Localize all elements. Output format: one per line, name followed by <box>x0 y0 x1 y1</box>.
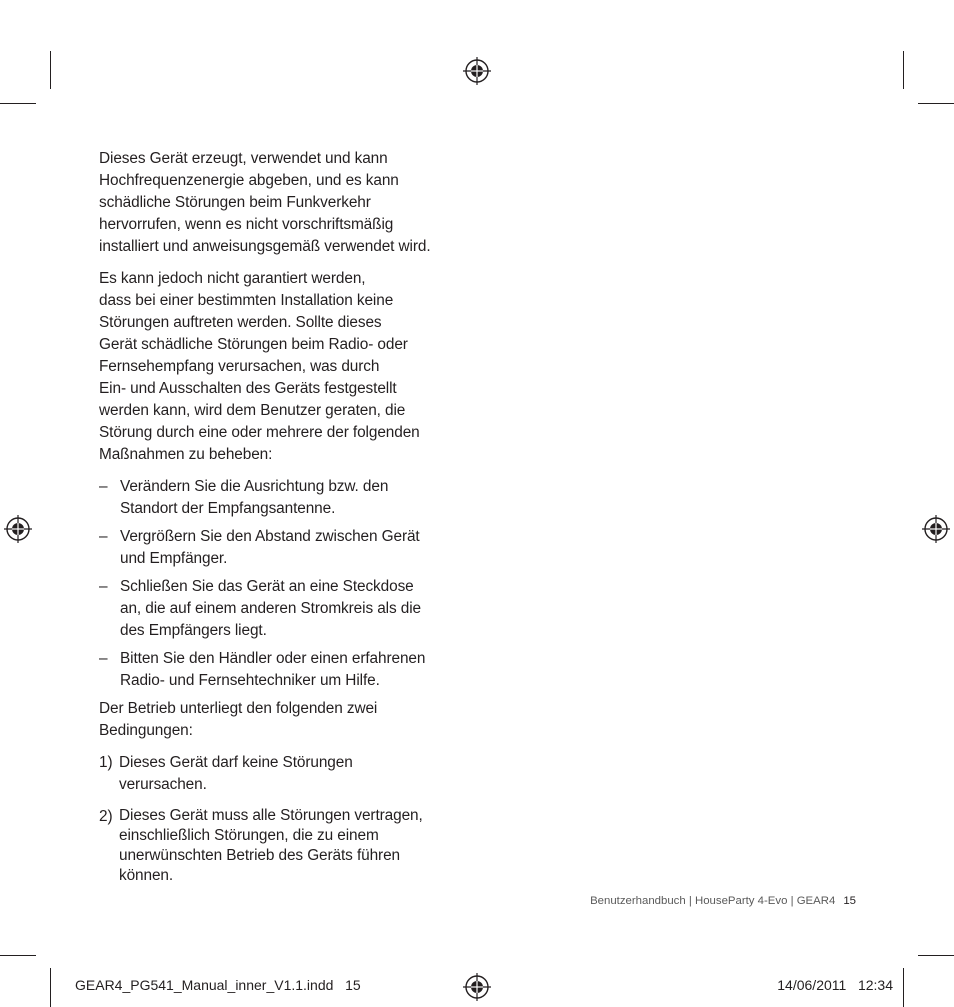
list-item <box>99 648 471 692</box>
text-line: Dieses Gerät darf keine Störungen <box>119 754 353 771</box>
slug-file-name: GEAR4_PG541_Manual_inner_V1.1.indd 15 <box>75 977 361 993</box>
crop-mark-bottom-left-vertical <box>50 968 51 1007</box>
text-line: Schließen Sie das Gerät an eine Steckdose <box>120 578 414 595</box>
text-line: Hochfrequenzenergie abgeben, und es kann <box>99 172 399 189</box>
text-line: einschließlich Störungen, die zu einem <box>119 827 379 844</box>
text-line: werden kann, wird dem Benutzer geraten, die <box>99 402 406 419</box>
crop-mark-bottom-left-horizontal <box>0 955 36 956</box>
list-item <box>99 526 471 570</box>
registration-mark-icon <box>463 57 491 85</box>
text-line: Bitten Sie den Händler oder einen erfahrenen <box>120 650 426 667</box>
page-number: 15 <box>843 895 856 907</box>
list-item <box>99 806 471 886</box>
dash-bullet: – <box>99 650 108 667</box>
crop-mark-top-right-horizontal <box>918 103 954 104</box>
text-line: Maßnahmen zu beheben: <box>99 446 273 463</box>
text-line: verursachen. <box>119 776 207 793</box>
crop-mark-bottom-right-vertical <box>903 968 904 1007</box>
text-line: unerwünschten Betrieb des Geräts führen <box>119 847 400 864</box>
text-line: Dieses Gerät erzeugt, verwendet und kann <box>99 150 388 167</box>
paragraph-conditions <box>99 698 471 742</box>
text-line: Radio- und Fernsehtechniker um Hilfe. <box>120 672 380 689</box>
text-line: Störung durch eine oder mehrere der folgenden <box>99 424 420 441</box>
paragraph-emissions <box>99 148 471 258</box>
list-item <box>99 752 471 796</box>
text-line: Vergrößern Sie den Abstand zwischen Gerät <box>120 528 420 545</box>
running-title: Benutzerhandbuch | HouseParty 4-Evo | GEAR4 <box>590 895 836 907</box>
text-line: Dieses Gerät muss alle Störungen vertragen, <box>119 807 423 824</box>
text-line: Standort der Empfangsantenne. <box>120 500 336 517</box>
list-number: 1) <box>99 754 113 771</box>
text-line: hervorrufen, wenn es nicht vorschriftsmäßig <box>99 216 394 233</box>
dash-bullet: – <box>99 478 108 495</box>
running-footer <box>590 895 856 907</box>
list-item <box>99 476 471 520</box>
list-number: 2) <box>99 808 113 825</box>
crop-mark-top-left-horizontal <box>0 103 36 104</box>
text-line: Ein- und Ausschalten des Geräts festgestellt <box>99 380 397 397</box>
paragraph-interference <box>99 268 471 466</box>
text-line: Fernsehempfang verursachen, was durch <box>99 358 380 375</box>
registration-mark-icon <box>4 515 32 543</box>
text-line: und Empfänger. <box>120 550 228 567</box>
text-line: Verändern Sie die Ausrichtung bzw. den <box>120 478 389 495</box>
text-line: Gerät schädliche Störungen beim Radio- oder <box>99 336 408 353</box>
text-line: Der Betrieb unterliegt den folgenden zwei <box>99 700 378 717</box>
measures-list <box>99 476 471 692</box>
text-line: Bedingungen: <box>99 722 193 739</box>
text-line: installiert und anweisungsgemäß verwendet wird. <box>99 238 431 255</box>
body-text-column <box>99 148 471 896</box>
dash-bullet: – <box>99 528 108 545</box>
registration-mark-icon <box>463 973 491 1001</box>
dash-bullet: – <box>99 578 108 595</box>
registration-mark-icon <box>922 515 950 543</box>
text-line: schädliche Störungen beim Funkverkehr <box>99 194 371 211</box>
crop-mark-bottom-right-horizontal <box>918 955 954 956</box>
crop-mark-top-left-vertical <box>50 51 51 89</box>
text-line: Störungen auftreten werden. Sollte dieses <box>99 314 382 331</box>
crop-mark-top-right-vertical <box>903 51 904 89</box>
text-line: dass bei einer bestimmten Installation keine <box>99 292 394 309</box>
text-line: können. <box>119 867 174 884</box>
slug-date-time: 14/06/2011 12:34 <box>777 977 893 993</box>
conditions-list <box>99 752 471 886</box>
text-line: des Empfängers liegt. <box>120 622 267 639</box>
list-item <box>99 576 471 642</box>
text-line: an, die auf einem anderen Stromkreis als die <box>120 600 422 617</box>
text-line: Es kann jedoch nicht garantiert werden, <box>99 270 366 287</box>
